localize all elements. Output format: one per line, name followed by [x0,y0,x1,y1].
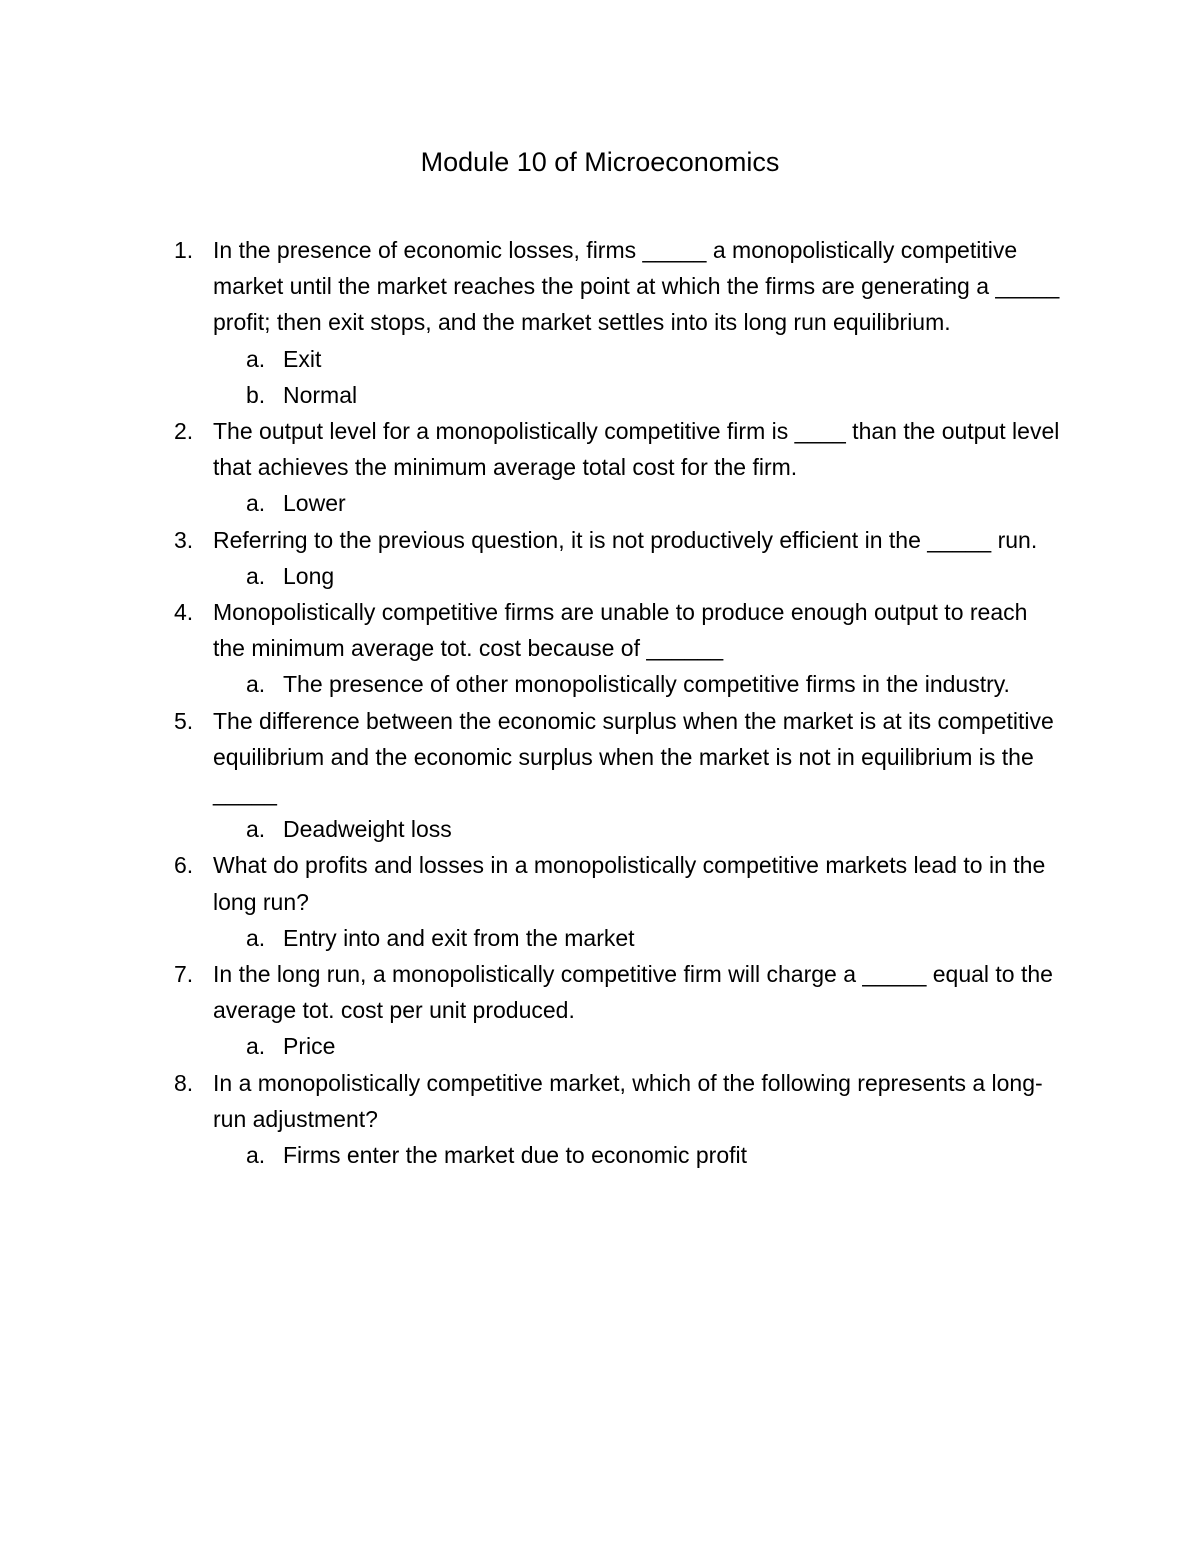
question-number: 2. [174,418,194,445]
answer-1b [0,377,1063,413]
answer-text: Price [283,1033,336,1060]
answer-letter: b. [246,381,266,408]
question-text: What do profits and losses in a monopolistically competitive markets lead to in the long run? [213,852,1046,915]
answer-letter: a. [246,924,266,951]
question-4 [0,594,1063,666]
question-number: 7. [174,961,194,988]
question-list [0,232,1200,1173]
question-text: Monopolistically competitive firms are unable to produce enough output to reach the minimum average tot. cost because of ______ [213,599,1028,662]
question-8 [0,1065,1063,1137]
question-number: 8. [174,1069,194,1096]
question-text: The difference between the economic surplus when the market is at its competitive equilibrium and the economic surplus when the market is not in equilibrium is the _____ [213,707,1054,807]
answer-text: The presence of other monopolistically competitive firms in the industry. [283,671,1010,698]
answer-letter: a. [246,345,266,372]
question-3 [0,522,1063,558]
answer-text: Lower [283,490,346,517]
answer-letter: a. [246,562,266,589]
answer-5a [0,811,1063,847]
answer-1a [0,341,1063,377]
answer-8a [0,1137,1063,1173]
answer-text: Normal [283,381,358,408]
question-number: 5. [174,707,194,734]
answer-text: Deadweight loss [283,816,452,843]
question-text: In a monopolistically competitive market, which of the following represents a long-run adjustment? [213,1069,1043,1132]
answer-letter: a. [246,1033,266,1060]
answer-text: Entry into and exit from the market [283,924,635,951]
question-2 [0,413,1063,485]
question-number: 4. [174,599,194,626]
answer-3a [0,558,1063,594]
answer-7a [0,1028,1063,1064]
answer-6a [0,920,1063,956]
question-7 [0,956,1063,1028]
answer-4a [0,666,1063,702]
question-text: In the long run, a monopolistically competitive firm will charge a _____ equal to the average tot. cost per unit produced. [213,961,1053,1024]
answer-letter: a. [246,1142,266,1169]
answer-letter: a. [246,490,266,517]
question-text: Referring to the previous question, it is not productively efficient in the _____ run. [213,526,1038,553]
question-number: 1. [174,237,194,263]
answer-text: Exit [283,345,322,372]
answer-letter: a. [246,816,266,843]
answer-text: Firms enter the market due to economic profit [283,1142,748,1169]
question-number: 6. [174,852,194,879]
answer-2a [0,485,1063,521]
question-1 [0,232,1063,341]
answer-letter: a. [246,671,266,698]
question-text: The output level for a monopolistically competitive firm is ____ than the output level that achieves the minimum average total cost for the firm. [213,418,1060,481]
question-5 [0,703,1063,812]
page-title: Module 10 of Microeconomics [420,147,780,177]
question-text: In the presence of economic losses, firms _____ a monopolistically competitive market until the market reaches the point at which the firms are generating a _____ profit; then exit stops, and the market settles into its long run equilibrium. [213,237,1060,336]
question-6 [0,847,1063,919]
question-number: 3. [174,526,194,553]
answer-text: Long [283,562,335,589]
